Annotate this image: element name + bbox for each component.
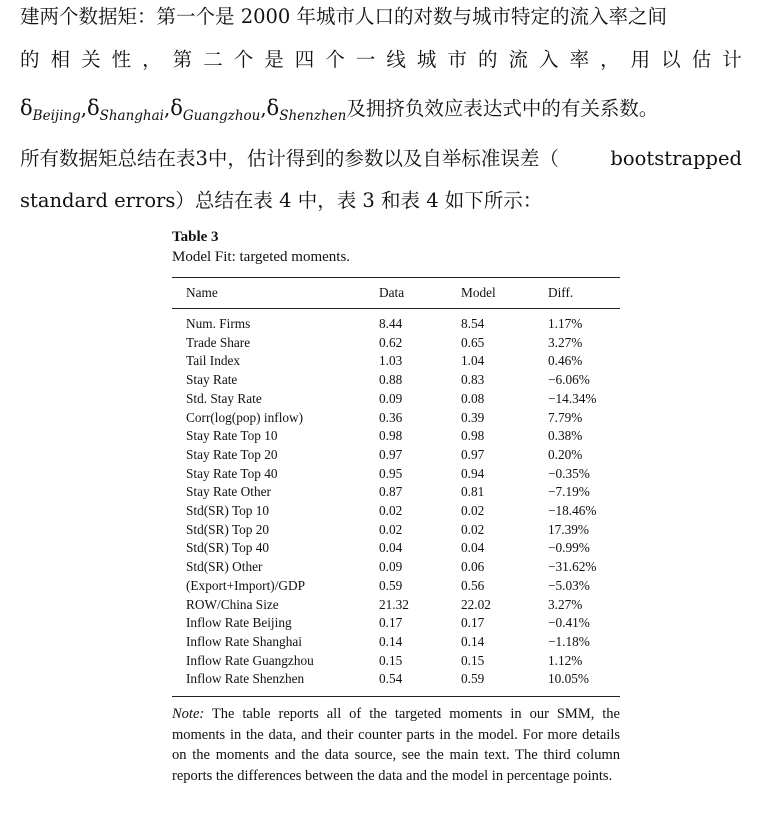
cell-diff: 10.05% — [548, 671, 589, 687]
cell-diff: −18.46% — [548, 503, 597, 518]
line-2-char: ， — [142, 48, 162, 71]
cell-diff: 3.27% — [548, 596, 583, 612]
cell-diff: 3.27% — [548, 334, 583, 350]
cell-diff: −0.35% — [548, 465, 590, 481]
cell-diff: 1.12% — [548, 652, 583, 668]
cell-diff: −1.18% — [548, 633, 590, 649]
cell-diff: −0.99% — [548, 540, 590, 556]
cell-diff: 1.17% — [548, 316, 583, 331]
table-bottom-rule — [172, 696, 620, 697]
line-3-tail: 及拥挤负效应表达式中的有关系数。 — [346, 97, 659, 120]
cell-name: Stay Rate Top 40 — [186, 465, 278, 481]
line-2-char: 个 — [325, 48, 345, 71]
cell-data: 0.02 — [379, 521, 403, 537]
cell-diff: 0.38% — [548, 428, 583, 444]
note-text: The table reports all of the targeted moments in our SMM, the moments in the data, and their counter parts in the model. For more details on the moments and the data source, see the main text. The third column reports the differences between the data and the model in percentage points. — [172, 706, 620, 784]
cell-diff: −0.41% — [548, 615, 590, 631]
cell-name: Inflow Rate Guangzhou — [186, 652, 314, 668]
cell-model: 0.17 — [461, 615, 485, 631]
cell-model: 0.08 — [461, 390, 485, 406]
cell-model: 0.02 — [461, 503, 485, 518]
line-2-char: 四 — [294, 48, 315, 71]
cell-model: 0.94 — [461, 465, 485, 481]
line-2-char: 估 — [691, 48, 712, 71]
cell-model: 0.15 — [461, 652, 485, 668]
table-top-rule — [172, 277, 620, 278]
cell-name: Trade Share — [186, 334, 251, 350]
cell-name: Inflow Rate Beijing — [186, 615, 292, 631]
cell-model: 22.02 — [461, 596, 491, 612]
cell-model: 0.98 — [461, 428, 485, 444]
cell-data: 0.87 — [379, 484, 403, 500]
line-2-char: 一 — [355, 48, 376, 71]
delta-symbol: δ — [86, 96, 100, 120]
delta-subscript: Guangzhou — [182, 108, 261, 124]
line-2-char: 个 — [233, 48, 254, 71]
paragraph-line-3 — [20, 95, 742, 129]
cell-model: 0.56 — [461, 577, 485, 593]
header-model: Model — [461, 285, 496, 300]
cell-model: 0.04 — [461, 540, 485, 556]
cell-name: Tail Index — [186, 353, 241, 369]
delta-shenzhen — [266, 96, 347, 124]
cell-model: 0.59 — [461, 671, 485, 687]
line-2-char: 入 — [539, 48, 559, 71]
line-2-char: 线 — [386, 48, 406, 71]
cell-diff: 0.20% — [548, 446, 583, 462]
line-2-char: 二 — [203, 48, 223, 71]
cell-name: Stay Rate — [186, 372, 238, 388]
paragraph-line-2 — [20, 47, 742, 73]
cell-data: 0.54 — [379, 671, 403, 687]
cell-data: 0.59 — [379, 577, 403, 593]
cell-model: 0.65 — [461, 334, 485, 350]
comma: , — [163, 97, 171, 120]
cell-model: 0.39 — [461, 409, 485, 425]
cell-data: 0.02 — [379, 503, 403, 518]
line-2-char: ， — [600, 48, 620, 71]
paragraph-line-4-left: 所有数据矩总结在表3中，估计得到的参数以及自举标准误差（ — [20, 147, 559, 170]
delta-guangzhou — [170, 96, 261, 124]
line-2-char: 相 — [50, 48, 71, 71]
cell-name: Inflow Rate Shenzhen — [186, 671, 305, 687]
cell-diff: 7.79% — [548, 409, 583, 425]
cell-data: 0.04 — [379, 540, 403, 556]
line-2-char: 城 — [416, 48, 437, 71]
paragraph-line-4 — [20, 146, 742, 172]
cell-data: 0.62 — [379, 334, 403, 350]
cell-data: 21.32 — [379, 596, 409, 612]
cell-model: 0.97 — [461, 446, 485, 462]
cell-name: Stay Rate Top 20 — [186, 446, 278, 462]
cell-diff: 17.39% — [548, 521, 589, 537]
line-2-char: 流 — [508, 48, 529, 71]
cell-name: Corr(log(pop) inflow) — [186, 409, 304, 425]
line-2-char: 性 — [111, 48, 132, 71]
line-2-char: 关 — [81, 48, 101, 71]
delta-shanghai — [86, 96, 164, 124]
delta-symbol: δ — [20, 96, 33, 120]
cell-name: Std(SR) Top 10 — [186, 503, 270, 518]
cell-name: Std(SR) Top 40 — [186, 540, 270, 556]
delta-subscript: Shenzhen — [279, 108, 347, 124]
cell-diff: −7.19% — [548, 484, 590, 500]
cell-name: (Export+Import)/GDP — [186, 577, 306, 593]
cell-diff: −31.62% — [548, 559, 597, 575]
cell-name: Stay Rate Other — [186, 484, 271, 500]
comma: , — [260, 97, 267, 120]
cell-data: 0.09 — [379, 390, 403, 406]
table-note — [172, 704, 620, 786]
cell-name: Std(SR) Other — [186, 559, 263, 575]
cell-name: Inflow Rate Shanghai — [186, 633, 302, 649]
cell-name: Std. Stay Rate — [186, 390, 262, 406]
cell-data: 0.17 — [379, 615, 403, 631]
delta-symbol: δ — [266, 96, 280, 120]
cell-model: 0.06 — [461, 559, 485, 575]
cell-model: 8.54 — [461, 316, 485, 331]
line-2-char: 率 — [569, 48, 590, 71]
delta-subscript: Beijing — [32, 108, 81, 124]
cell-model: 1.04 — [461, 353, 485, 369]
cell-data: 0.98 — [379, 428, 403, 444]
table-caption: Model Fit: targeted moments. — [172, 249, 351, 265]
header-data: Data — [379, 285, 405, 300]
line-2-char: 的 — [477, 48, 498, 71]
comma: , — [80, 97, 87, 120]
paragraph-line-4-right: bootstrapped — [610, 147, 742, 170]
table-number: Table 3 — [172, 229, 219, 245]
cell-model: 0.83 — [461, 372, 485, 388]
cell-data: 0.88 — [379, 372, 403, 388]
line-2-char: 计 — [722, 48, 742, 71]
cell-data: 0.15 — [379, 652, 403, 668]
cell-data: 0.97 — [379, 446, 403, 462]
line-2-char: 用 — [630, 48, 651, 71]
line-2-char: 第 — [172, 48, 193, 71]
line-2-char: 市 — [447, 48, 467, 71]
cell-model: 0.81 — [461, 484, 485, 500]
cell-diff: −6.06% — [548, 372, 590, 388]
paragraph-line-1: 建两个数据矩：第一个是 2000 年城市人口的对数与城市特定的流入率之间 — [20, 5, 668, 28]
paragraph-line-5: standard errors）总结在表 4 中，表 3 和表 4 如下所示： — [20, 189, 543, 212]
cell-name: Std(SR) Top 20 — [186, 521, 270, 537]
cell-model: 0.02 — [461, 521, 485, 537]
line-2-char: 以 — [661, 48, 681, 71]
header-name: Name — [186, 285, 218, 300]
cell-data: 1.03 — [379, 353, 403, 369]
delta-subscript: Shanghai — [99, 108, 164, 124]
delta-symbol: δ — [170, 96, 183, 120]
note-label: Note: — [172, 706, 205, 722]
line-2-char: 是 — [264, 48, 284, 71]
cell-name: Stay Rate Top 10 — [186, 428, 278, 444]
cell-diff: −5.03% — [548, 577, 590, 593]
line-2-char: 的 — [20, 48, 40, 71]
cell-data: 8.44 — [379, 316, 403, 331]
cell-data: 0.09 — [379, 559, 403, 575]
cell-data: 0.95 — [379, 465, 403, 481]
delta-beijing — [20, 96, 81, 124]
header-diff: Diff. — [548, 285, 574, 300]
cell-name: Num. Firms — [186, 316, 251, 331]
cell-model: 0.14 — [461, 633, 485, 649]
cell-data: 0.14 — [379, 633, 403, 649]
cell-diff: −14.34% — [548, 390, 597, 406]
cell-diff: 0.46% — [548, 353, 583, 369]
cell-data: 0.36 — [379, 409, 403, 425]
cell-name: ROW/China Size — [186, 596, 279, 612]
table-header-rule — [172, 308, 620, 309]
